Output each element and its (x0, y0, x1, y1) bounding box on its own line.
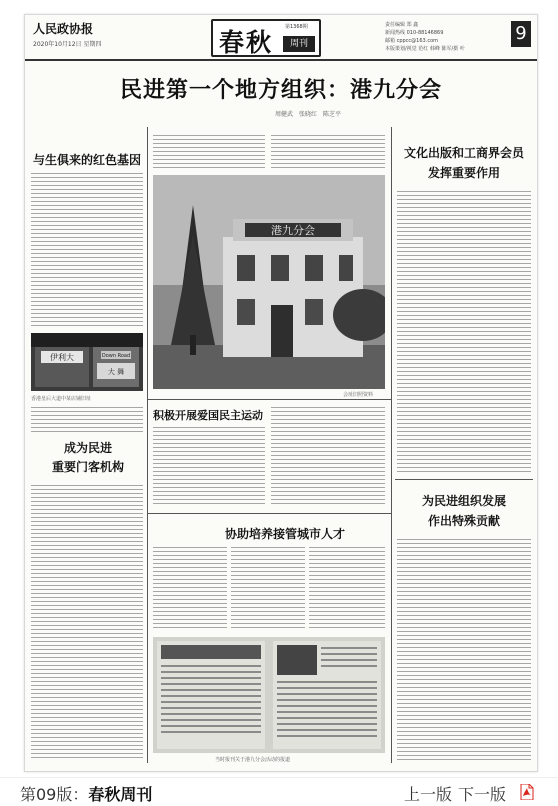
section-weekly-badge: 周刊 (283, 36, 315, 52)
shopfront-photo (31, 333, 143, 391)
issue-number: 第1368期 (285, 24, 308, 30)
editor-info-line: 本版策划/视觉 范红 韩峰 陈军/摄 叶 (385, 46, 465, 52)
newspaper-clipping-photo (153, 637, 385, 753)
article-title-line: 作出特殊贡献 (427, 514, 500, 528)
column-divider (391, 127, 392, 763)
article-text (153, 427, 265, 507)
article-title-line: 重要门客机构 (51, 460, 124, 474)
section-divider (395, 479, 533, 480)
article-intro-text (271, 135, 385, 169)
masthead (25, 15, 537, 61)
article-text (31, 485, 143, 761)
edition-number: 第09版： (20, 785, 89, 804)
editor-info (385, 21, 505, 53)
article-text (271, 407, 385, 507)
byline: 周健武 张晓红 陈芝平 (275, 111, 342, 118)
building-sign: 港九分会 (271, 224, 315, 237)
editor-info-line: 责任编辑 郑 鑫 (385, 22, 419, 28)
article-text (397, 539, 531, 761)
article-text (31, 173, 143, 329)
article-intro-text (153, 135, 265, 169)
issue-date: 2020年10月12日 星期四 (33, 41, 102, 48)
building-photo (153, 175, 385, 389)
article-title-line: 发挥重要作用 (427, 166, 500, 180)
main-headline: 民进第一个地方组织：港九分会 (119, 78, 442, 103)
article-text (309, 547, 385, 631)
article-title (33, 439, 143, 477)
article-title-line: 为民进组织发展 (421, 494, 506, 508)
prev-page-link[interactable]: 上一版 (404, 785, 453, 804)
shopfront-sign: Down Road (101, 353, 131, 359)
section-title: 春秋 (219, 28, 274, 57)
photo-caption: 当时报刊关于港九分会活动的报道 (215, 757, 291, 763)
publication-name: 人民政协报 (33, 22, 94, 36)
article-title (397, 143, 531, 183)
article-title: 积极开展爱国民主运动 (153, 409, 263, 422)
page-number-badge: 9 (511, 21, 531, 47)
article-title-line: 文化出版和工商界会员 (403, 146, 524, 160)
editor-info-line: 邮箱 cppcc@163.com (385, 38, 438, 44)
edition-nav (404, 782, 512, 805)
section-divider (147, 513, 391, 514)
photo-caption: 会址旧照资料 (343, 392, 374, 398)
article-text (153, 547, 227, 631)
newspaper-page (24, 14, 538, 772)
article-title: 与生俱来的红色基因 (32, 153, 141, 167)
edition-footer (0, 777, 558, 806)
section-divider (147, 399, 391, 400)
photo-caption: 香港皇后大道中某店铺旧址 (31, 396, 92, 402)
shopfront-sign: 大 舞 (107, 368, 125, 376)
article-title (397, 491, 531, 531)
column-divider (147, 127, 148, 763)
article-text (397, 191, 531, 475)
article-text (231, 547, 305, 631)
shopfront-sign: 伊利大 (50, 353, 74, 362)
edition-label (20, 782, 152, 805)
pdf-icon[interactable] (520, 784, 534, 800)
editor-info-line: 新闻热线 010-88146869 (385, 30, 444, 36)
article-title-line: 成为民进 (63, 441, 112, 455)
next-page-link[interactable]: 下一版 (458, 785, 507, 804)
article-title: 协助培养接管城市人才 (224, 527, 345, 541)
section-title-box (211, 19, 321, 57)
article-text (31, 407, 143, 433)
edition-name: 春秋周刊 (88, 785, 153, 804)
